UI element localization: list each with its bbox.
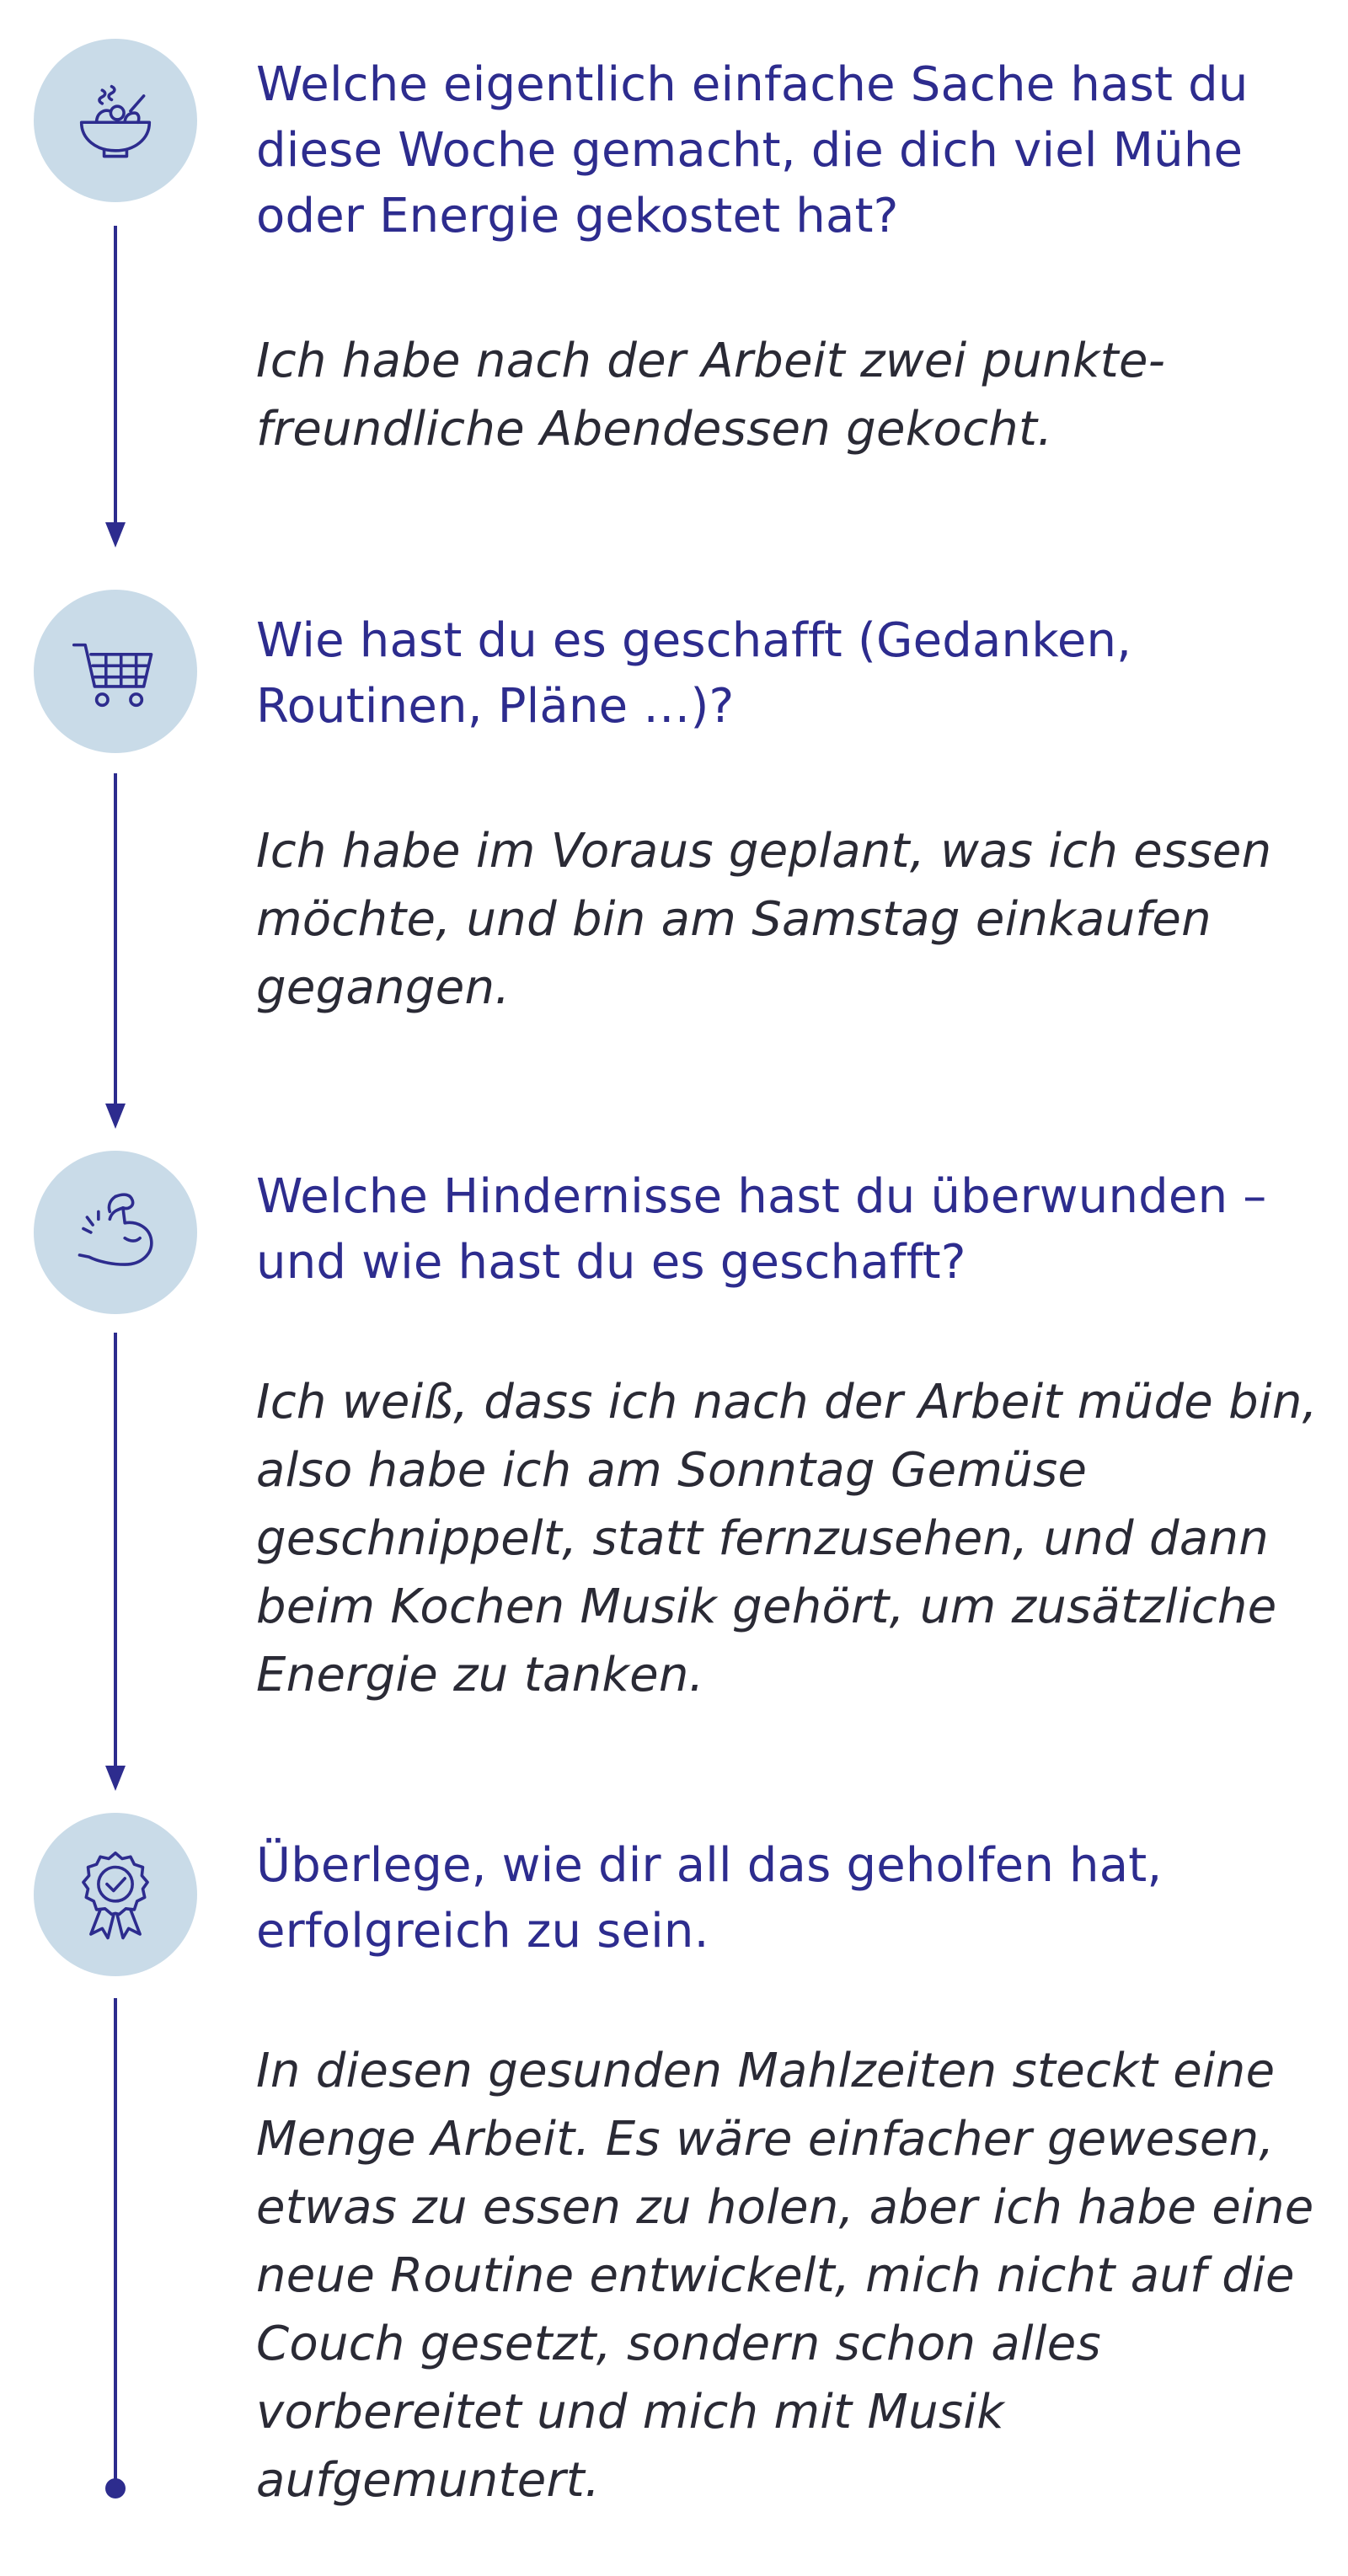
step-2-icon-circle — [34, 590, 197, 753]
step-4-question: Überlege, wie dir all das geholfen hat, erfolgreich zu sein. — [256, 1838, 1163, 1959]
step-1-answer: Ich habe nach der Arbeit zwei punkte-freundliche Abendessen gekocht. — [256, 334, 1166, 457]
step-3-answer: Ich weiß, dass ich nach der Arbeit müde bin, also habe ich am Sonntag Gemüse geschnippelt, statt fernzusehen, und dann beim Kochen Musik gehört, um zusätzliche Energie zu tanken. — [256, 1375, 1318, 1702]
step-3-connector-line — [114, 1333, 117, 1772]
step-3-arrow-down-icon — [105, 1766, 126, 1791]
step-2-connector-line — [114, 773, 117, 1110]
step-2-answer: Ich habe im Voraus geplant, was ich essen möchte, und bin am Samstag einkaufen gegangen. — [256, 824, 1272, 1015]
award-badge-icon — [68, 1847, 163, 1942]
step-2-arrow-down-icon — [105, 1104, 126, 1129]
timeline-end-dot — [105, 2478, 126, 2499]
step-1-icon-circle — [34, 39, 197, 202]
step-4-icon-circle — [34, 1813, 197, 1976]
step-3-question: Welche Hindernisse hast du überwunden – und wie hast du es geschafft? — [256, 1169, 1267, 1290]
step-4-connector-line — [114, 1998, 117, 2488]
step-4-answer: In diesen gesunden Mahlzeiten steckt eine Menge Arbeit. Es wäre einfacher gewesen, etwas zu essen zu holen, aber ich habe eine neue Routine entwickelt, mich nicht auf die Couch gesetzt, sondern schon alles vorbereitet und mich mit Musik aufgemuntert. — [256, 2044, 1314, 2508]
flexed-bicep-icon — [68, 1185, 163, 1280]
step-1-arrow-down-icon — [105, 522, 126, 548]
step-3-icon-circle — [34, 1151, 197, 1314]
step-1-connector-line — [114, 226, 117, 529]
bowl-icon — [68, 73, 163, 168]
step-2-question: Wie hast du es geschafft (Gedanken, Routinen, Pläne …)? — [256, 613, 1132, 734]
step-1-question: Welche eigentlich einfache Sache hast du diese Woche gemacht, die dich viel Mühe oder Energie gekostet hat? — [256, 57, 1249, 243]
shopping-cart-icon — [68, 624, 163, 719]
